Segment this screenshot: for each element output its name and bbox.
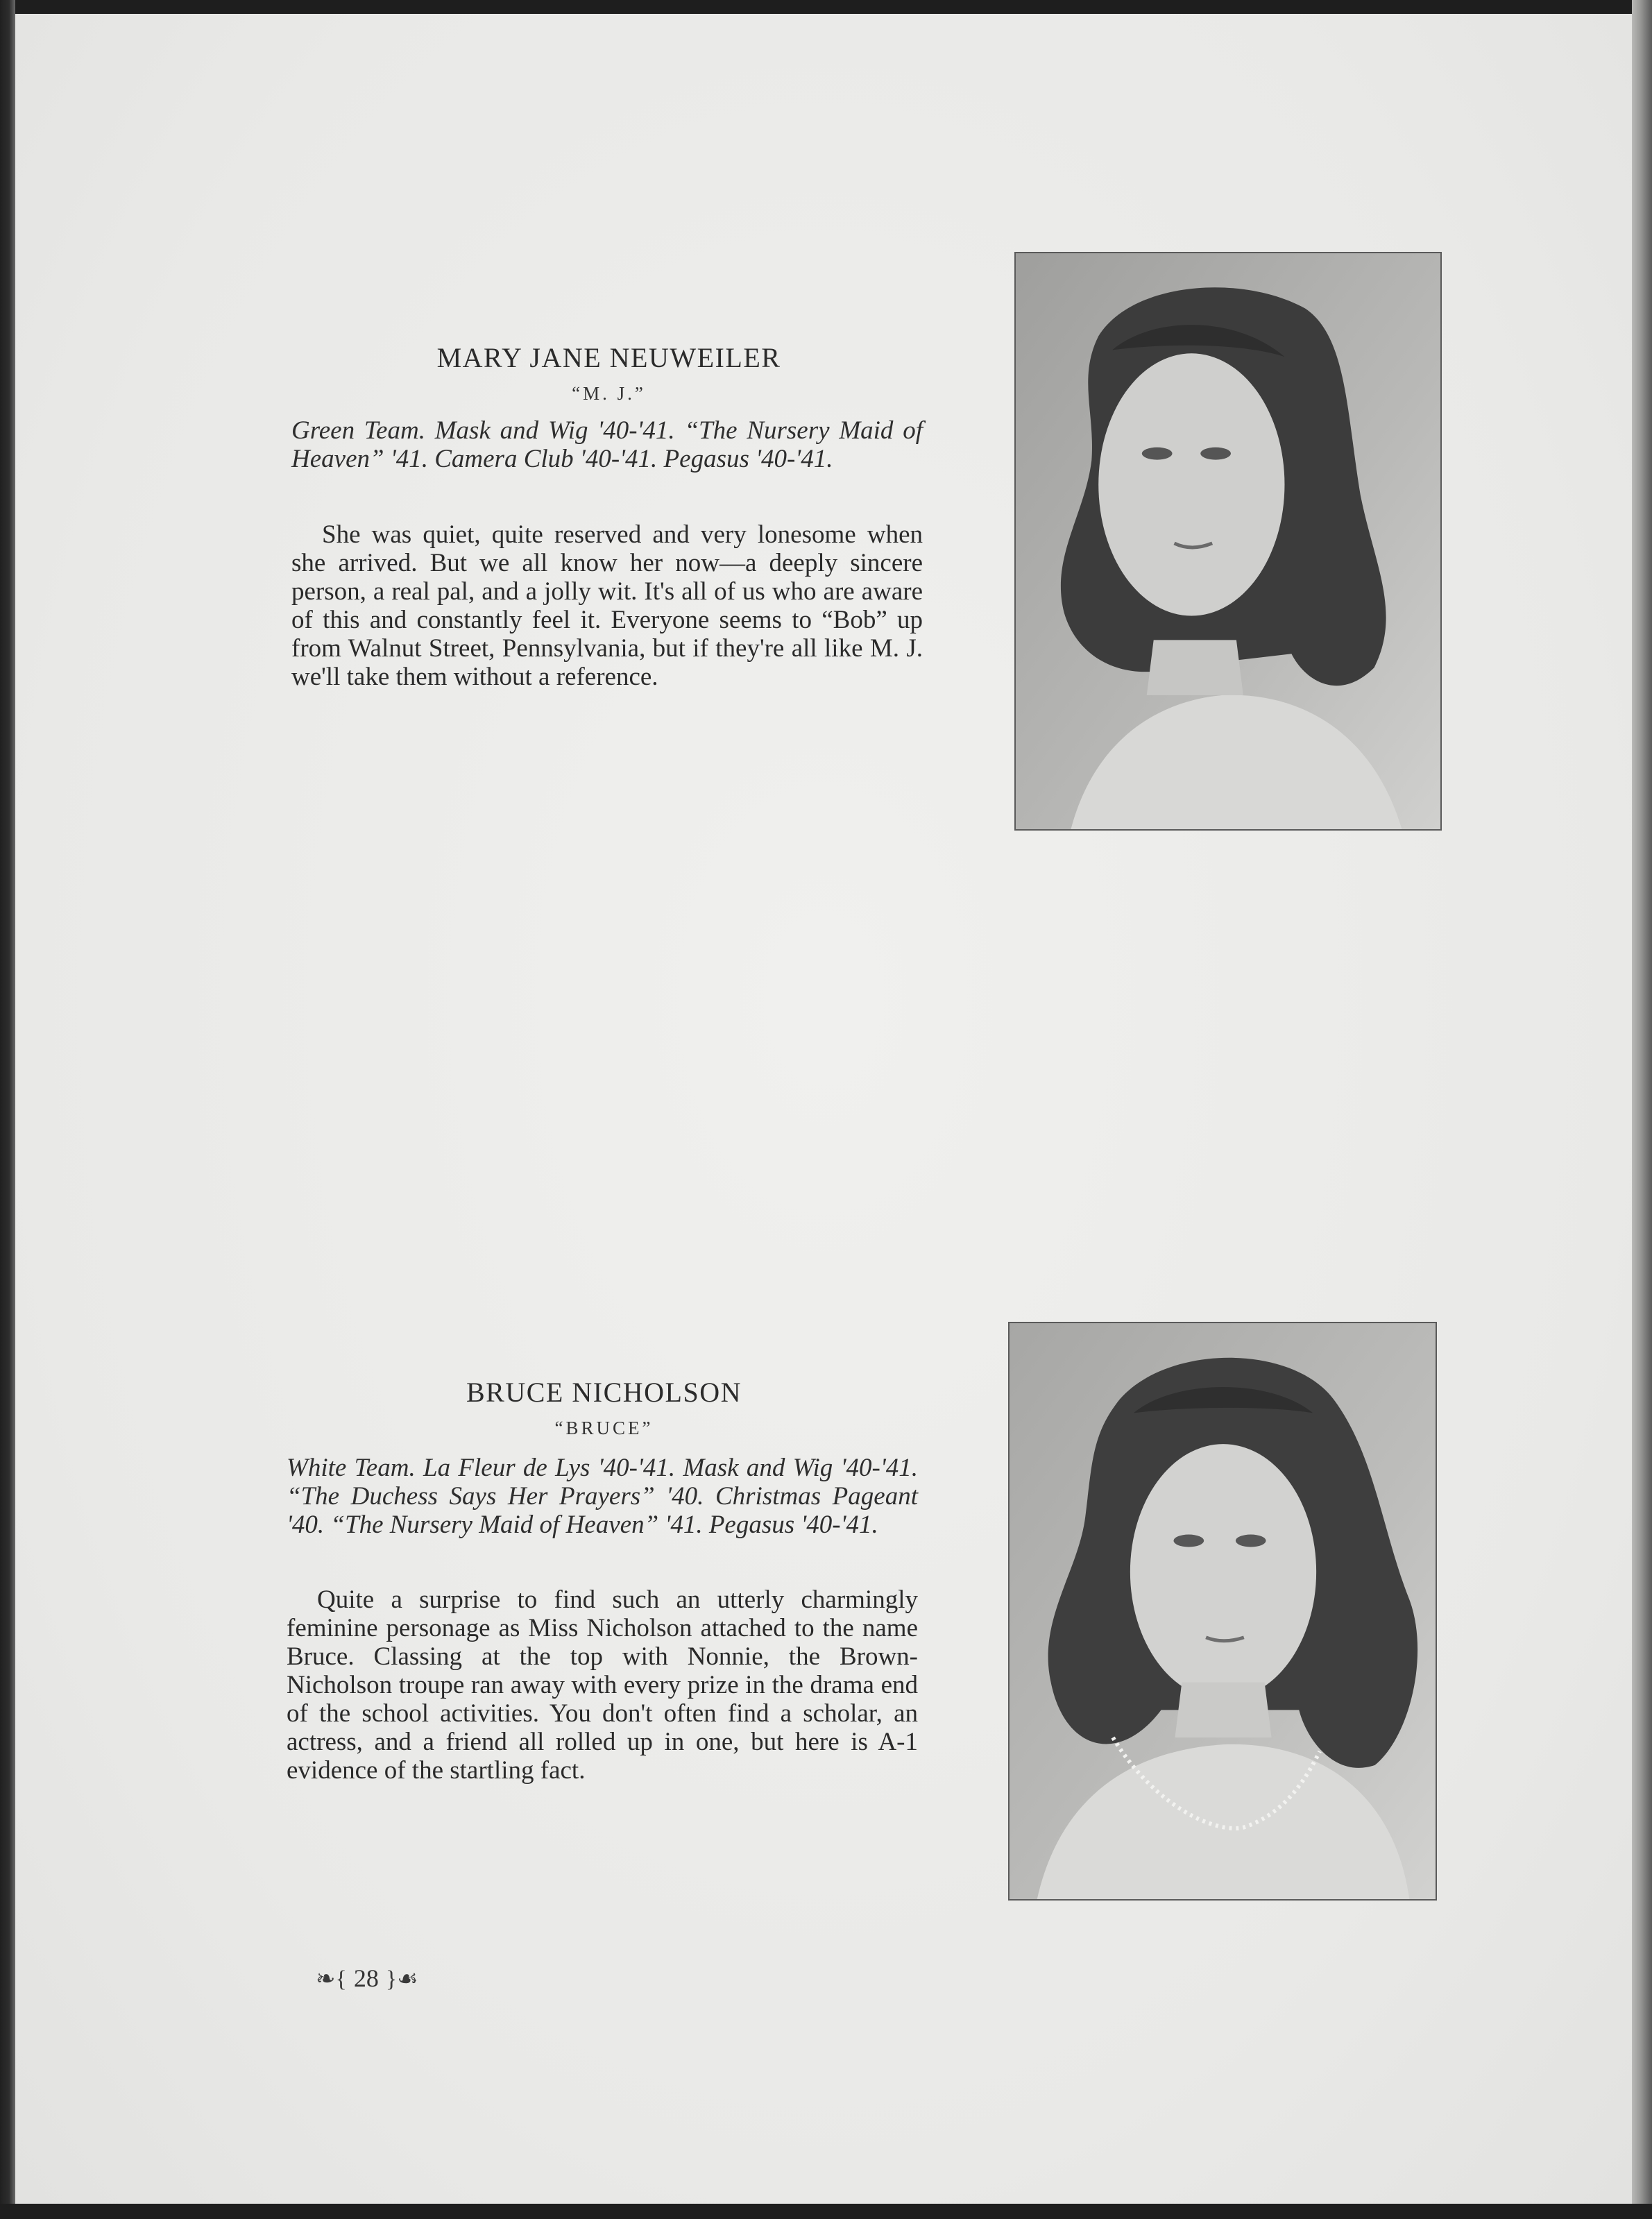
entry-1-name: MARY JANE NEUWEILER bbox=[436, 342, 781, 373]
portrait-1-image bbox=[1016, 253, 1440, 829]
portrait-2-image bbox=[1010, 1323, 1436, 1899]
entry-2-portrait-photo bbox=[1008, 1322, 1437, 1901]
entry-2-activities: White Team. La Fleur de Lys '40-'41. Mask and Wig '40-'41. “The Duchess Says Her Prayers” '40. Christmas Pageant '40. “The Nursery Maid of Heaven” '41. Pegasus '40-'41. bbox=[287, 1454, 918, 1539]
entry-2-name: BRUCE NICHOLSON bbox=[466, 1377, 742, 1408]
page-number-digits: 28 bbox=[353, 1964, 379, 1992]
scan-edge-right bbox=[1632, 0, 1652, 2219]
ornament-left: ❧{ bbox=[316, 1966, 347, 1992]
page-number bbox=[316, 1964, 418, 1993]
entry-2-bio: Quite a surprise to find such an utterly charmingly feminine personage as Miss Nicholson attached to the name Bruce. Classing at the top with Nonnie, the Brown-Nicholson troupe ran away with every prize in the drama end of the school activities. You don't often find a scholar, an actress, and a friend all rolled up in one, but here is A-1 evidence of the startling fact. bbox=[287, 1585, 918, 1785]
entry-1-portrait-photo bbox=[1014, 252, 1442, 831]
scan-edge-top bbox=[0, 0, 1652, 14]
ornament-right: }☙ bbox=[385, 1966, 418, 1992]
entry-1-bio: She was quiet, quite reserved and very lonesome when she arrived. But we all know her now—a deeply sincere person, a real pal, and a jolly wit. It's all of us who are aware of this and constantly feel it. Everyone seems to “Bob” up from Walnut Street, Pennsylvania, but if they're all like M. J. we'll take them without a reference. bbox=[291, 520, 923, 691]
entry-1-activities: Green Team. Mask and Wig '40-'41. “The Nursery Maid of Heaven” '41. Camera Club '40-'41. Pegasus '40-'41. bbox=[291, 416, 923, 473]
scan-edge-left bbox=[0, 0, 15, 2219]
entry-2-nickname: “BRUCE” bbox=[554, 1418, 654, 1438]
scan-edge-bottom bbox=[0, 2204, 1652, 2219]
entry-1-nickname: “M. J.” bbox=[572, 383, 646, 404]
